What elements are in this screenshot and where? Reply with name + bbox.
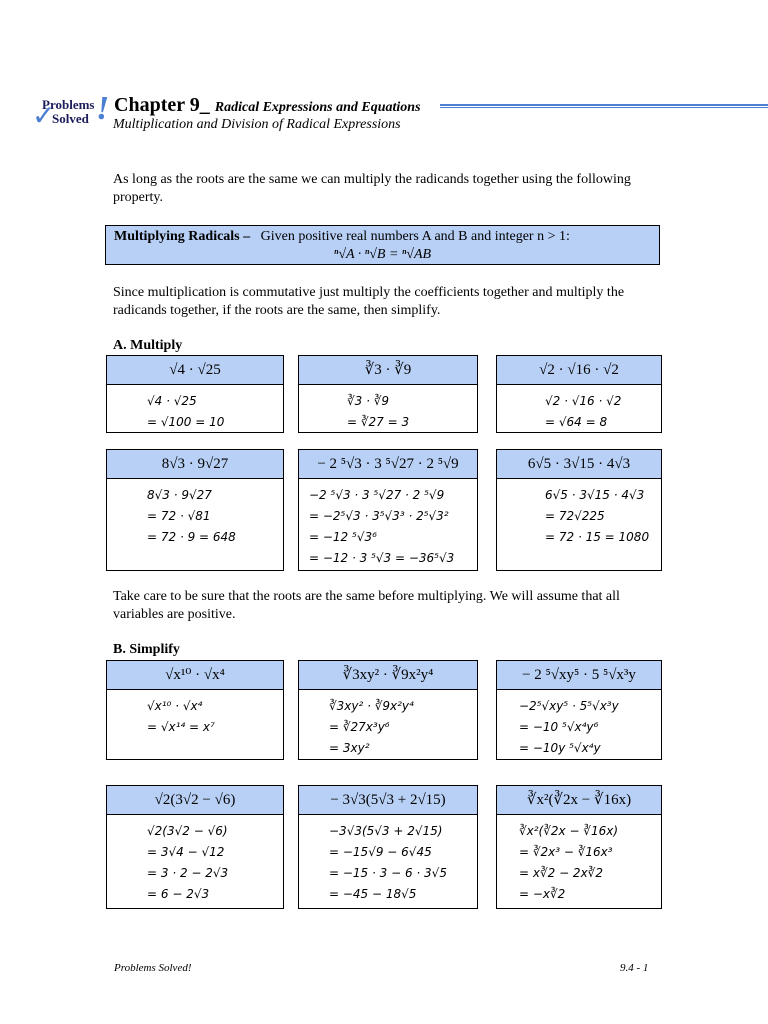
rule-box <box>105 225 660 265</box>
handwritten-solution <box>107 385 283 433</box>
problem-statement: √2 · √16 · √2 <box>497 356 661 385</box>
problem-statement: 8√3 · 9√27 <box>107 450 283 479</box>
intro-paragraph: As long as the roots are the same we can multiply the radicands together using the following property. <box>113 172 631 205</box>
page-number: 9.4 - 1 <box>620 962 649 974</box>
chapter-number: Chapter 9_ <box>114 94 210 116</box>
multiply-card <box>106 449 284 571</box>
solution-step: = √x¹⁴ = x⁷ <box>147 720 215 734</box>
problem-statement: √4 · √25 <box>107 356 283 385</box>
problem-statement: ∛x²(∛2x − ∛16x) <box>497 786 661 815</box>
simplify-card <box>298 785 478 909</box>
header-rule <box>440 104 768 108</box>
chapter-title <box>114 94 421 117</box>
solution-step: = ∛27 = 3 <box>347 415 410 429</box>
solution-step: = 72 · √81 <box>147 509 211 523</box>
solution-step: = −2⁵√3 · 3⁵√3³ · 2⁵√3² <box>309 509 449 523</box>
problem-statement: − 2 ⁵√xy⁵ · 5 ⁵√x³y <box>497 661 661 690</box>
problem-statement: √2(3√2 − √6) <box>107 786 283 815</box>
simplify-card <box>106 785 284 909</box>
multiply-card <box>496 355 662 433</box>
section-b-heading: B. Simplify <box>113 642 180 657</box>
handwritten-solution <box>497 690 661 759</box>
handwritten-solution <box>299 479 477 569</box>
section-title: Multiplication and Division of Radical Expressions <box>113 117 401 132</box>
handwritten-solution <box>107 479 283 548</box>
solution-step: ∛3 · ∛9 <box>347 394 390 408</box>
multiply-card <box>298 355 478 433</box>
solution-step: = √64 = 8 <box>545 415 608 429</box>
commutative-paragraph: Since multiplication is commutative just multiply the coefficients together and multiply the radicands together, if the roots are the same, then simplify. <box>113 285 625 318</box>
solution-step: = 72 · 15 = 1080 <box>545 530 650 544</box>
rule-line <box>114 229 570 245</box>
solution-step: = 6 − 2√3 <box>147 887 210 901</box>
handwritten-solution <box>497 815 661 905</box>
rule-formula: ⁿ√A · ⁿ√B = ⁿ√AB <box>333 247 432 262</box>
solution-step: = −10y ⁵√x⁴y <box>519 741 601 755</box>
solution-step: = 3√4 − √12 <box>147 845 225 859</box>
handwritten-solution <box>299 690 477 759</box>
multiply-card <box>106 355 284 433</box>
solution-step: = −15 · 3 − 6 · 3√5 <box>329 866 447 880</box>
multiply-card <box>496 449 662 571</box>
problem-statement: 6√5 · 3√15 · 4√3 <box>497 450 661 479</box>
solution-step: = −45 − 18√5 <box>329 887 417 901</box>
solution-step: 6√5 · 3√15 · 4√3 <box>545 488 645 502</box>
footer-brand: Problems Solved! <box>114 962 192 974</box>
problem-statement: − 3√3(5√3 + 2√15) <box>299 786 477 815</box>
solution-step: = 3 · 2 − 2√3 <box>147 866 229 880</box>
rule-title: Multiplying Radicals – <box>114 229 251 244</box>
simplify-card <box>496 660 662 760</box>
solution-step: ∛x²(∛2x − ∛16x) <box>519 824 619 838</box>
problem-statement: ∛3 · ∛9 <box>299 356 477 385</box>
solution-step: −3√3(5√3 + 2√15) <box>329 824 443 838</box>
solution-step: = 72 · 9 = 648 <box>147 530 236 544</box>
handwritten-solution <box>107 815 283 905</box>
simplify-card <box>106 660 284 760</box>
solution-step: = 3xy² <box>329 741 370 755</box>
solution-step: = 72√225 <box>545 509 605 523</box>
problems-solved-logo <box>32 90 110 132</box>
solution-step: −2 ⁵√3 · 3 ⁵√27 · 2 ⁵√9 <box>309 488 445 502</box>
solution-step: = −x∛2 <box>519 887 566 901</box>
handwritten-solution <box>107 690 283 738</box>
caution-paragraph: Take care to be sure that the roots are the same before multiplying. We will assume that all variables are positive. <box>113 589 620 622</box>
solution-step: ∛3xy² · ∛9x²y⁴ <box>329 699 414 713</box>
section-a-heading: A. Multiply <box>113 338 183 353</box>
multiply-card <box>298 449 478 571</box>
solution-step: √x¹⁰ · √x⁴ <box>147 699 203 713</box>
solution-step: √4 · √25 <box>147 394 197 408</box>
solution-step: √2(3√2 − √6) <box>147 824 228 838</box>
problem-statement: ∛3xy² · ∛9x²y⁴ <box>299 661 477 690</box>
solution-step: 8√3 · 9√27 <box>147 488 212 502</box>
simplify-card <box>496 785 662 909</box>
rule-condition: Given positive real numbers A and B and integer n > 1: <box>260 229 570 244</box>
handwritten-solution <box>497 479 661 548</box>
problem-statement: √x¹⁰ · √x⁴ <box>107 661 283 690</box>
solution-step: = x∛2 − 2x∛2 <box>519 866 603 880</box>
problem-statement: − 2 ⁵√3 · 3 ⁵√27 · 2 ⁵√9 <box>299 450 477 479</box>
solution-step: = ∛2x³ − ∛16x³ <box>519 845 613 859</box>
handwritten-solution <box>299 385 477 433</box>
solution-step: = −10 ⁵√x⁴y⁶ <box>519 720 599 734</box>
handwritten-solution <box>497 385 661 433</box>
checkmark-icon: ✓ <box>32 99 56 132</box>
solution-step: √2 · √16 · √2 <box>545 394 622 408</box>
exclamation-icon: ! <box>96 90 110 127</box>
solution-step: = −12 ⁵√3⁶ <box>309 530 377 544</box>
solution-step: = −12 · 3 ⁵√3 = −36⁵√3 <box>309 551 455 565</box>
solution-step: = −15√9 − 6√45 <box>329 845 432 859</box>
solution-step: = √100 = 10 <box>147 415 225 429</box>
chapter-subtitle: Radical Expressions and Equations <box>214 100 421 115</box>
solution-step: = ∛27x³y⁶ <box>329 720 390 734</box>
logo-line2: Solved <box>52 111 89 126</box>
logo-line1: Problems <box>42 97 95 112</box>
handwritten-solution <box>299 815 477 905</box>
simplify-card <box>298 660 478 760</box>
solution-step: −2⁵√xy⁵ · 5⁵√x³y <box>519 699 619 713</box>
